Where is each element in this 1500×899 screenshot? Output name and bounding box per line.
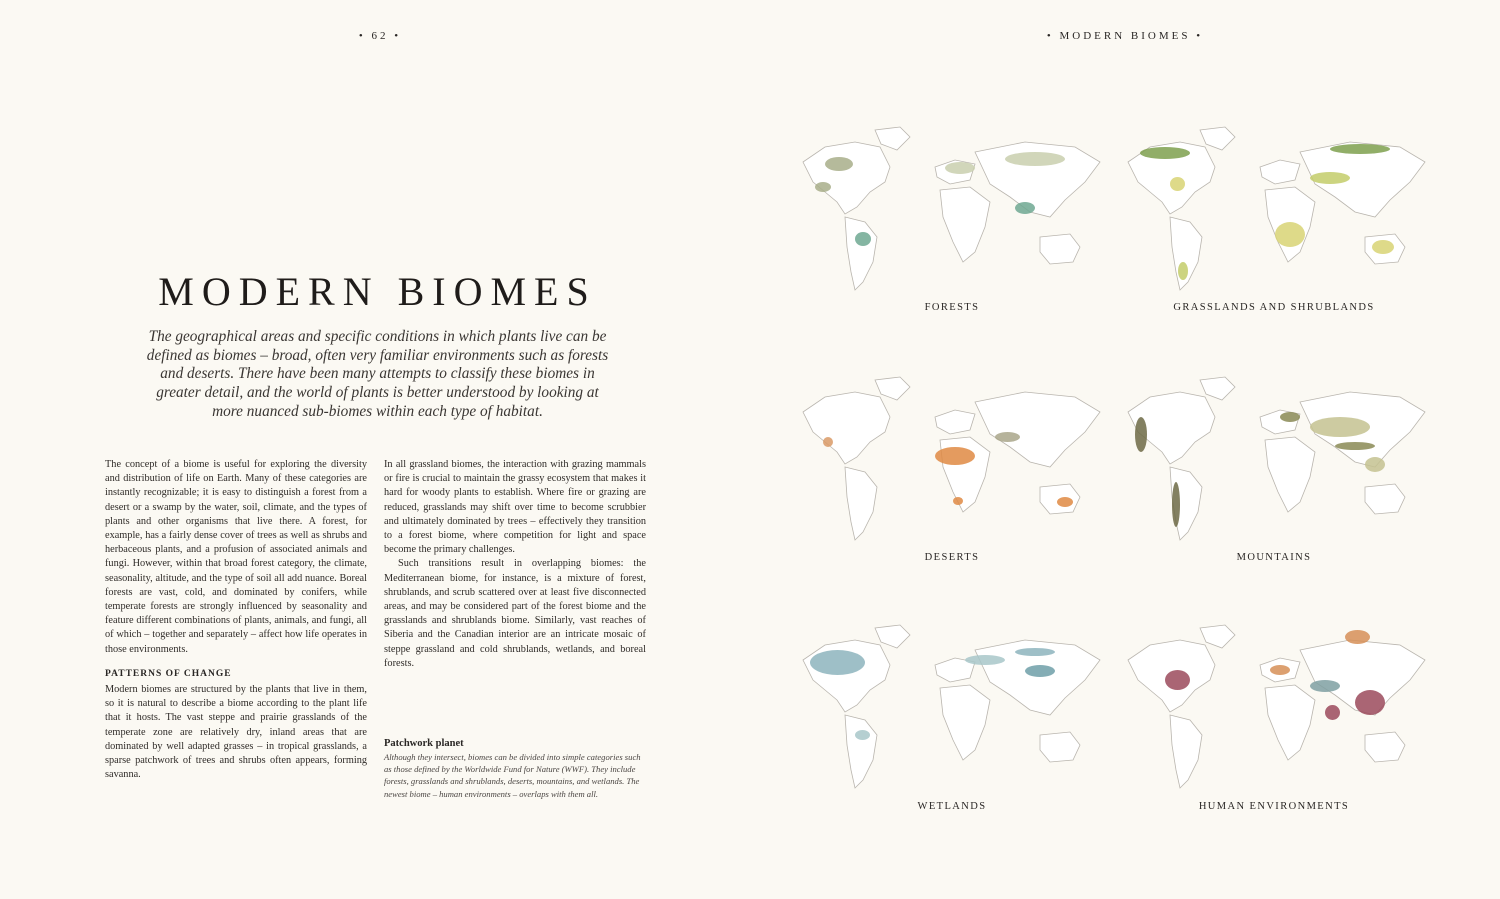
continent-outline xyxy=(1265,685,1315,760)
continent-outline xyxy=(1365,732,1405,762)
continent-outline xyxy=(1040,732,1080,762)
biome-region xyxy=(825,157,853,171)
body-paragraph: Modern biomes are structured by the plants that live in them, so it is natural to describe a biome according to the plant life that it hosts. The vast steppe and prairie grasslands of the temperate zone are relatively dry, inland areas that are dominated by well adapted grasses – in tropical grasslands, a sparse patchwork of trees and shrubs often appears, forming savanna. xyxy=(105,684,367,781)
running-title: • MODERN BIOMES • xyxy=(1046,30,1204,42)
body-paragraph: Such transitions result in overlapping biomes: the Mediterranean biome, for instance, is a mixture of forest, shrublands, and scrub scattered over at least five disconnected areas, and may be considered part of the forest biome and the grasslands and shrublands biome. Similarly, vast reaches of Siberia and the Canadian interior are an intricate mosaic of steppe grassland and cold shrublands, wetlands, and boreal forests. xyxy=(384,558,646,669)
continent-outline xyxy=(845,715,877,788)
biome-region xyxy=(855,232,871,246)
world-map-svg xyxy=(785,372,1115,547)
world-map-forests xyxy=(785,122,1115,297)
continent-outline xyxy=(940,187,990,262)
map-label-mountains: MOUNTAINS xyxy=(1236,552,1312,563)
continent-outline xyxy=(1170,715,1202,788)
biome-region xyxy=(1325,705,1340,720)
continent-outline xyxy=(1200,625,1235,648)
world-map-svg xyxy=(1110,372,1440,547)
biome-region xyxy=(1365,457,1385,472)
biome-region xyxy=(1372,240,1394,254)
continent-outline xyxy=(845,217,877,290)
continent-outline xyxy=(845,467,877,540)
intro-text: The geographical areas and specific conditions in which plants live can be defined as biomes – broad, often very familiar environments such as forests and deserts. There have been many attempts to classify these biomes in greater detail, and the world of plants is better understood by looking at more nuanced sub-biomes within each type of habitat. xyxy=(146,328,609,420)
biome-region xyxy=(1025,665,1055,677)
body-paragraph: In all grassland biomes, the interaction with grazing mammals or fire is crucial to maintain the grassy ecosystem that makes it hard for woody plants to establish. Where fire or grazing are reduced, grasslands may shift over time to become scrubbier and ultimately dominated by trees – effectively they transition to a forest biome, where competition for light and space become the primary challenges. xyxy=(384,459,646,556)
continent-outline xyxy=(1365,484,1405,514)
biome-region xyxy=(1355,690,1385,715)
continent-outline xyxy=(803,392,890,464)
world-map-svg xyxy=(785,122,1115,297)
biome-region xyxy=(1057,497,1073,507)
biome-region xyxy=(1170,177,1185,191)
continent-outline xyxy=(803,142,890,214)
world-map-svg xyxy=(1110,620,1440,795)
continent-outline xyxy=(875,377,910,400)
continent-outline xyxy=(935,410,975,434)
biome-region xyxy=(1135,417,1147,452)
biome-region xyxy=(810,650,865,675)
caption-title: Patchwork planet xyxy=(384,738,464,749)
biome-region xyxy=(823,437,833,447)
world-map-wetlands xyxy=(785,620,1115,795)
continent-outline xyxy=(975,392,1100,467)
world-map-deserts xyxy=(785,372,1115,547)
world-map-grasslands xyxy=(1110,122,1440,297)
biome-region xyxy=(1165,670,1190,690)
body-column-1 xyxy=(105,458,367,782)
world-map-svg xyxy=(1110,122,1440,297)
biome-region xyxy=(995,432,1020,442)
body-column-2 xyxy=(384,458,646,671)
continent-outline xyxy=(1170,217,1202,290)
continent-outline xyxy=(1260,160,1300,184)
biome-region xyxy=(815,182,831,192)
world-map-human-environments xyxy=(1110,620,1440,795)
biome-region xyxy=(1005,152,1065,166)
map-label-human: HUMAN ENVIRONMENTS xyxy=(1198,801,1350,812)
body-paragraph: The concept of a biome is useful for exploring the diversity and distribution of life on Earth. Many of these categories are instantly recognizable; it is easy to distinguish a forest from a desert or a swamp by the water, soil, climate, and the types of plants and other organisms that live there. A forest, for example, has a fairly dense cover of trees as well as shrubs and herbaceous plants, and a profusion of associated animals and fungi. However, within that broad forest category, the climate, seasonality, altitude, and the type of soil all add nuance. Boreal forests are vast, cold, and dominated by conifers, while temperate forests are strongly influenced by seasonality and feature different combinations of plants, animals, and fungi, all of which – together and separately – affect how life operates in those environments. xyxy=(105,459,367,655)
continent-outline xyxy=(1200,377,1235,400)
page-title: MODERN BIOMES xyxy=(158,269,597,314)
map-label-wetlands: WETLANDS xyxy=(917,801,987,812)
continent-outline xyxy=(1265,437,1315,512)
continent-outline xyxy=(940,685,990,760)
map-label-grasslands: GRASSLANDS AND SHRUBLANDS xyxy=(1173,302,1375,313)
subheading: PATTERNS OF CHANGE xyxy=(105,668,232,679)
biome-region xyxy=(1015,648,1055,656)
biome-region xyxy=(1345,630,1370,644)
caption-text: Although they intersect, biomes can be divided into simple categories such as those defined by the Worldwide Fund for Nature (WWF). They include forests, grasslands and shrublands, deserts, mountains, and wetlands. The newest biome – human environments – overlaps with them all. xyxy=(384,752,641,799)
world-map-svg xyxy=(785,620,1115,795)
page-number: • 62 • xyxy=(358,30,402,42)
biome-region xyxy=(1015,202,1035,214)
figure-caption xyxy=(384,738,646,800)
biome-region xyxy=(953,497,963,505)
biome-region xyxy=(1275,222,1305,247)
biome-region xyxy=(1310,172,1350,184)
world-map-mountains xyxy=(1110,372,1440,547)
biome-region xyxy=(1270,665,1290,675)
map-label-deserts: DESERTS xyxy=(924,552,980,563)
biome-region xyxy=(1310,680,1340,692)
biome-region xyxy=(965,655,1005,665)
continent-outline xyxy=(1200,127,1235,150)
biome-region xyxy=(935,447,975,465)
biome-region xyxy=(1335,442,1375,450)
biome-region xyxy=(1280,412,1300,422)
biome-region xyxy=(1310,417,1370,437)
biome-region xyxy=(945,162,975,174)
biome-region xyxy=(1330,144,1390,154)
biome-region xyxy=(855,730,870,740)
map-label-forests: FORESTS xyxy=(924,302,980,313)
biome-region xyxy=(1178,262,1188,280)
biome-region xyxy=(1172,482,1180,527)
continent-outline xyxy=(875,127,910,150)
biome-region xyxy=(1140,147,1190,159)
continent-outline xyxy=(875,625,910,648)
continent-outline xyxy=(1040,234,1080,264)
